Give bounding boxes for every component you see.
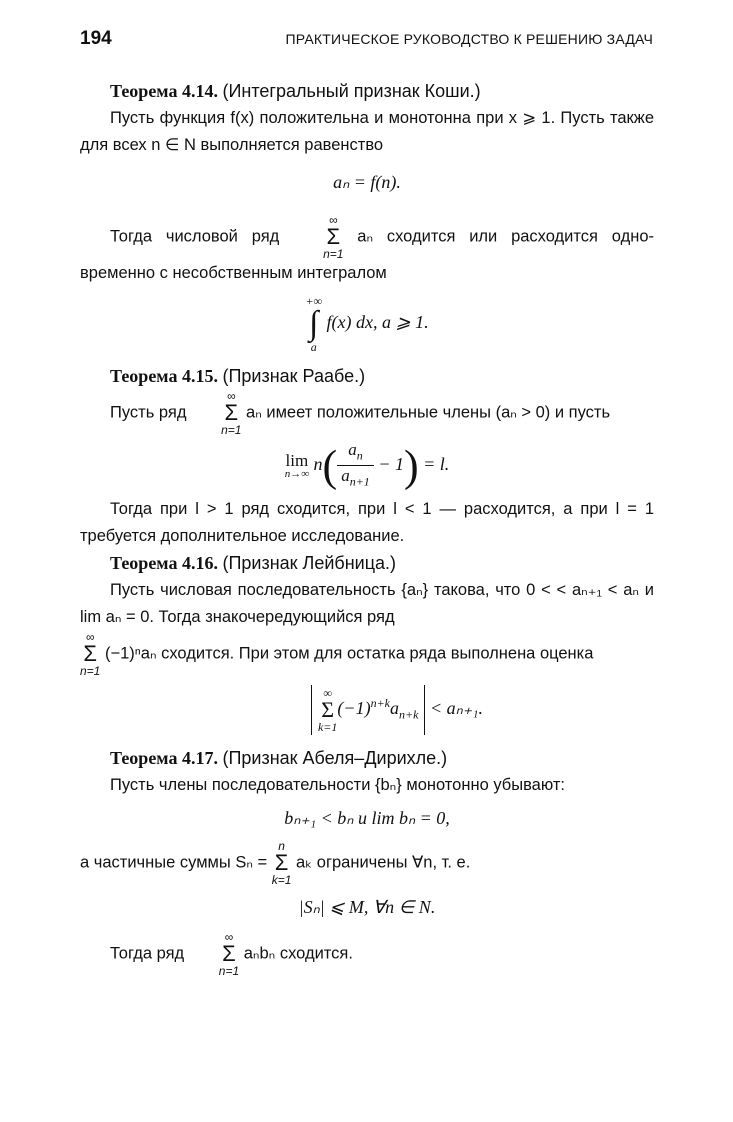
theorem-4-15-heading <box>80 363 654 390</box>
theorem-4-14-text: Пусть функция f(x) положительна и монотонна при x ⩾ 1. Пусть также для всех n ∈ N выполняется равенство <box>80 109 654 154</box>
theorem-4-16-text: Пусть числовая последовательность {aₙ} такова, что 0 < < aₙ₊₁ < aₙ и lim aₙ = 0. Тогда знакочередующийся ряд <box>80 580 654 626</box>
sum-symbol: ∞ Σ n=1 <box>221 389 242 437</box>
theorem-name: (Признак Абеля–Дирихле.) <box>222 747 448 768</box>
sum-symbol: ∞ Σ n=1 <box>218 929 240 978</box>
theorem-4-17-text: Пусть члены последовательности {bₙ} монотонно убывают: <box>110 775 565 794</box>
page-content <box>80 78 654 977</box>
theorem-name: (Интегральный признак Коши.) <box>222 81 481 101</box>
text-fragment: Тогда числовой ряд <box>110 227 280 246</box>
formula-raabe-limit: lim n→∞ n( $\frac{a_n}{a_{n+1}}$ − 1) = l. <box>284 440 450 491</box>
integral-symbol: +∞ ∫ a <box>305 294 323 354</box>
theorem-4-16-heading <box>80 550 654 577</box>
theorem-4-15-text: Пусть ряд ∞ Σ n=1 aₙ имеет положительные члены (aₙ > 0) и пусть <box>110 389 611 437</box>
formula-remainder-estimate: ∞ Σ k=1 $(-1)^{n+k}a_{n+k} < a_{n+1}$. <box>140 685 654 735</box>
page-header <box>80 28 653 52</box>
theorem-label: Теорема 4.16. <box>110 552 218 573</box>
theorem-name: (Признак Лейбница.) <box>222 552 397 573</box>
theorem-name: (Признак Раабе.) <box>222 366 366 386</box>
formula-bounded: |Sₙ| ⩽ M, ∀n ∈ N. <box>298 896 436 917</box>
sum-symbol: ∞ Σ n=1 <box>323 213 344 261</box>
theorem-label: Теорема 4.14. <box>110 81 218 101</box>
formula-an-eq-fn: aₙ = f(n). <box>333 172 401 192</box>
formula-integral: +∞ ∫ a f(x) dx, a ⩾ 1. <box>305 294 429 354</box>
theorem-4-17-partial-sums: а частичные суммы Sₙ = n Σ k=1 aₖ ограничены ∀n, т. е. <box>80 838 471 887</box>
theorem-label: Теорема 4.17. <box>110 747 218 768</box>
formula-bn-limit: bₙ₊₁ < bₙ и lim bₙ = 0, <box>284 807 450 828</box>
theorem-4-16-series: ∞ Σ n=1 (−1)ⁿaₙ сходится. При этом для остатка ряда выполнена оценка <box>80 629 594 678</box>
theorem-4-14-conclusion <box>80 214 654 287</box>
sum-symbol: n Σ k=1 <box>271 838 292 887</box>
theorem-4-14-heading <box>80 78 654 105</box>
sum-symbol: ∞ Σ n=1 <box>80 629 101 678</box>
theorem-label: Теорема 4.15. <box>110 366 218 386</box>
theorem-4-15-conclusion: Тогда при l > 1 ряд сходится, при l < 1 — расходится, а при l = 1 требуется дополнительное исследование. <box>80 499 654 545</box>
theorem-4-17-conclusion: Тогда ряд ∞ Σ n=1 aₙbₙ сходится. <box>110 929 353 978</box>
page-number: 194 <box>80 28 112 49</box>
theorem-4-17-heading <box>80 745 654 772</box>
running-title: ПРАКТИЧЕСКОЕ РУКОВОДСТВО К РЕШЕНИЮ ЗАДАЧ <box>285 31 653 47</box>
text-fragment: aₙ сходится или расходится одно-временно с несобственным интегралом <box>80 227 654 282</box>
